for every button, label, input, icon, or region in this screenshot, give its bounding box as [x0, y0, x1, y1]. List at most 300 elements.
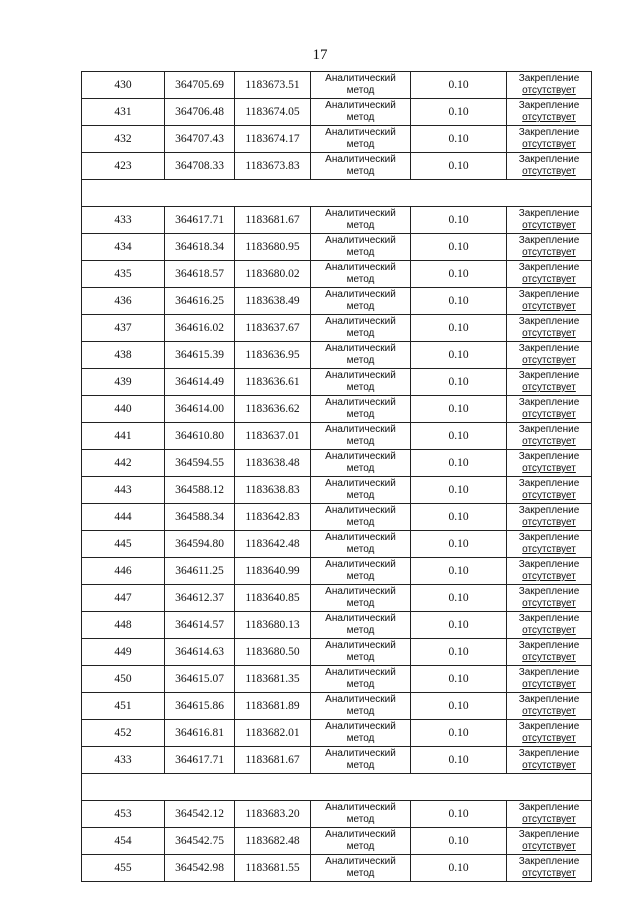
- x-coordinate-cell: 364614.49: [165, 369, 235, 396]
- method-cell: [311, 666, 411, 693]
- method-cell: [311, 477, 411, 504]
- table-row: [82, 504, 592, 531]
- fixation-cell: [507, 828, 592, 855]
- accuracy-cell: 0.10: [411, 477, 507, 504]
- accuracy-cell: 0.10: [411, 585, 507, 612]
- table-row: [82, 288, 592, 315]
- table-row: [82, 801, 592, 828]
- table-row: [82, 72, 592, 99]
- method-cell-line1: Аналитический: [325, 586, 396, 597]
- boundary-points-table: [81, 71, 592, 882]
- accuracy-cell: 0.10: [411, 531, 507, 558]
- fixation-cell: [507, 288, 592, 315]
- method-cell-line2: метод: [346, 436, 375, 447]
- fixation-cell: [507, 72, 592, 99]
- table-row: [82, 423, 592, 450]
- method-cell: [311, 126, 411, 153]
- fixation-cell-line2: отсутствует: [522, 760, 576, 771]
- y-coordinate-cell: 1183680.02: [235, 261, 311, 288]
- point-number-cell: 434: [82, 234, 165, 261]
- method-cell: [311, 531, 411, 558]
- fixation-cell-line1: Закрепление: [518, 586, 580, 597]
- table-row: [82, 261, 592, 288]
- table-row: [82, 99, 592, 126]
- accuracy-cell: 0.10: [411, 558, 507, 585]
- fixation-cell-line1: Закрепление: [518, 559, 580, 570]
- x-coordinate-cell: 364612.37: [165, 585, 235, 612]
- method-cell-line1: Аналитический: [325, 505, 396, 516]
- point-number-cell: 452: [82, 720, 165, 747]
- accuracy-cell: 0.10: [411, 666, 507, 693]
- accuracy-cell: 0.10: [411, 828, 507, 855]
- accuracy-cell: 0.10: [411, 450, 507, 477]
- y-coordinate-cell: 1183640.99: [235, 558, 311, 585]
- x-coordinate-cell: 364616.02: [165, 315, 235, 342]
- x-coordinate-cell: 364588.12: [165, 477, 235, 504]
- fixation-cell: [507, 504, 592, 531]
- fixation-cell-line2: отсутствует: [522, 814, 576, 825]
- method-cell-line2: метод: [346, 328, 375, 339]
- point-number-cell: 435: [82, 261, 165, 288]
- section-separator-cell: [82, 180, 592, 207]
- method-cell-line2: метод: [346, 679, 375, 690]
- method-cell: [311, 639, 411, 666]
- section-separator-cell: [82, 774, 592, 801]
- y-coordinate-cell: 1183680.50: [235, 639, 311, 666]
- method-cell: [311, 342, 411, 369]
- fixation-cell-line1: Закрепление: [518, 397, 580, 408]
- accuracy-cell: 0.10: [411, 72, 507, 99]
- y-coordinate-cell: 1183681.67: [235, 207, 311, 234]
- fixation-cell: [507, 396, 592, 423]
- fixation-cell: [507, 666, 592, 693]
- method-cell-line2: метод: [346, 625, 375, 636]
- fixation-cell-line2: отсутствует: [522, 706, 576, 717]
- method-cell: [311, 288, 411, 315]
- fixation-cell-line2: отсутствует: [522, 463, 576, 474]
- method-cell-line1: Аналитический: [325, 208, 396, 219]
- accuracy-cell: 0.10: [411, 99, 507, 126]
- method-cell-line2: метод: [346, 463, 375, 474]
- accuracy-cell: 0.10: [411, 639, 507, 666]
- fixation-cell: [507, 585, 592, 612]
- fixation-cell-line1: Закрепление: [518, 667, 580, 678]
- method-cell-line1: Аналитический: [325, 262, 396, 273]
- accuracy-cell: 0.10: [411, 720, 507, 747]
- x-coordinate-cell: 364542.98: [165, 855, 235, 882]
- table-row: [82, 450, 592, 477]
- fixation-cell-line2: отсутствует: [522, 652, 576, 663]
- method-cell-line2: метод: [346, 382, 375, 393]
- y-coordinate-cell: 1183638.49: [235, 288, 311, 315]
- method-cell-line2: метод: [346, 598, 375, 609]
- point-number-cell: 431: [82, 99, 165, 126]
- fixation-cell-line2: отсутствует: [522, 382, 576, 393]
- point-number-cell: 437: [82, 315, 165, 342]
- y-coordinate-cell: 1183642.83: [235, 504, 311, 531]
- fixation-cell-line1: Закрепление: [518, 613, 580, 624]
- fixation-cell: [507, 234, 592, 261]
- section-separator-row: [82, 774, 592, 801]
- fixation-cell-line2: отсутствует: [522, 139, 576, 150]
- fixation-cell-line2: отсутствует: [522, 436, 576, 447]
- point-number-cell: 441: [82, 423, 165, 450]
- point-number-cell: 439: [82, 369, 165, 396]
- method-cell: [311, 747, 411, 774]
- method-cell: [311, 423, 411, 450]
- method-cell: [311, 234, 411, 261]
- fixation-cell-line1: Закрепление: [518, 370, 580, 381]
- table-row: [82, 477, 592, 504]
- method-cell-line2: метод: [346, 841, 375, 852]
- fixation-cell-line1: Закрепление: [518, 100, 580, 111]
- y-coordinate-cell: 1183682.48: [235, 828, 311, 855]
- method-cell-line2: метод: [346, 760, 375, 771]
- fixation-cell-line1: Закрепление: [518, 262, 580, 273]
- point-number-cell: 449: [82, 639, 165, 666]
- table-row: [82, 234, 592, 261]
- fixation-cell: [507, 153, 592, 180]
- table-row: [82, 612, 592, 639]
- fixation-cell-line2: отсутствует: [522, 868, 576, 879]
- x-coordinate-cell: 364706.48: [165, 99, 235, 126]
- method-cell-line2: метод: [346, 706, 375, 717]
- y-coordinate-cell: 1183680.13: [235, 612, 311, 639]
- y-coordinate-cell: 1183681.67: [235, 747, 311, 774]
- method-cell-line1: Аналитический: [325, 829, 396, 840]
- x-coordinate-cell: 364614.00: [165, 396, 235, 423]
- y-coordinate-cell: 1183642.48: [235, 531, 311, 558]
- method-cell: [311, 828, 411, 855]
- y-coordinate-cell: 1183640.85: [235, 585, 311, 612]
- fixation-cell-line2: отсутствует: [522, 328, 576, 339]
- method-cell-line1: Аналитический: [325, 316, 396, 327]
- x-coordinate-cell: 364705.69: [165, 72, 235, 99]
- method-cell-line2: метод: [346, 166, 375, 177]
- fixation-cell: [507, 342, 592, 369]
- y-coordinate-cell: 1183681.55: [235, 855, 311, 882]
- fixation-cell: [507, 612, 592, 639]
- fixation-cell-line2: отсутствует: [522, 598, 576, 609]
- method-cell-line2: метод: [346, 274, 375, 285]
- method-cell-line1: Аналитический: [325, 451, 396, 462]
- method-cell-line2: метод: [346, 139, 375, 150]
- fixation-cell-line1: Закрепление: [518, 316, 580, 327]
- table-row: [82, 396, 592, 423]
- point-number-cell: 433: [82, 207, 165, 234]
- point-number-cell: 444: [82, 504, 165, 531]
- x-coordinate-cell: 364707.43: [165, 126, 235, 153]
- x-coordinate-cell: 364594.80: [165, 531, 235, 558]
- fixation-cell: [507, 801, 592, 828]
- x-coordinate-cell: 364615.39: [165, 342, 235, 369]
- fixation-cell-line1: Закрепление: [518, 235, 580, 246]
- fixation-cell-line1: Закрепление: [518, 532, 580, 543]
- accuracy-cell: 0.10: [411, 801, 507, 828]
- fixation-cell-line1: Закрепление: [518, 127, 580, 138]
- method-cell-line2: метод: [346, 814, 375, 825]
- y-coordinate-cell: 1183638.83: [235, 477, 311, 504]
- y-coordinate-cell: 1183636.95: [235, 342, 311, 369]
- fixation-cell: [507, 693, 592, 720]
- method-cell: [311, 396, 411, 423]
- x-coordinate-cell: 364594.55: [165, 450, 235, 477]
- x-coordinate-cell: 364618.57: [165, 261, 235, 288]
- x-coordinate-cell: 364542.12: [165, 801, 235, 828]
- method-cell: [311, 504, 411, 531]
- fixation-cell-line1: Закрепление: [518, 73, 580, 84]
- point-number-cell: 440: [82, 396, 165, 423]
- y-coordinate-cell: 1183636.62: [235, 396, 311, 423]
- method-cell-line2: метод: [346, 220, 375, 231]
- fixation-cell: [507, 558, 592, 585]
- fixation-cell: [507, 720, 592, 747]
- accuracy-cell: 0.10: [411, 153, 507, 180]
- fixation-cell-line1: Закрепление: [518, 721, 580, 732]
- fixation-cell-line1: Закрепление: [518, 802, 580, 813]
- method-cell: [311, 207, 411, 234]
- table-row: [82, 558, 592, 585]
- point-number-cell: 445: [82, 531, 165, 558]
- x-coordinate-cell: 364617.71: [165, 207, 235, 234]
- method-cell-line1: Аналитический: [325, 694, 396, 705]
- accuracy-cell: 0.10: [411, 234, 507, 261]
- section-separator-row: [82, 180, 592, 207]
- fixation-cell-line1: Закрепление: [518, 208, 580, 219]
- y-coordinate-cell: 1183673.83: [235, 153, 311, 180]
- method-cell-line2: метод: [346, 571, 375, 582]
- x-coordinate-cell: 364542.75: [165, 828, 235, 855]
- point-number-cell: 447: [82, 585, 165, 612]
- table-row: [82, 666, 592, 693]
- method-cell: [311, 72, 411, 99]
- point-number-cell: 454: [82, 828, 165, 855]
- accuracy-cell: 0.10: [411, 288, 507, 315]
- fixation-cell-line2: отсутствует: [522, 409, 576, 420]
- method-cell-line1: Аналитический: [325, 559, 396, 570]
- table-row: [82, 207, 592, 234]
- point-number-cell: 430: [82, 72, 165, 99]
- table-row: [82, 828, 592, 855]
- method-cell-line1: Аналитический: [325, 532, 396, 543]
- fixation-cell-line1: Закрепление: [518, 640, 580, 651]
- x-coordinate-cell: 364611.25: [165, 558, 235, 585]
- accuracy-cell: 0.10: [411, 207, 507, 234]
- table-row: [82, 855, 592, 882]
- x-coordinate-cell: 364610.80: [165, 423, 235, 450]
- method-cell-line1: Аналитический: [325, 289, 396, 300]
- table-body: [82, 72, 592, 882]
- x-coordinate-cell: 364615.07: [165, 666, 235, 693]
- fixation-cell-line1: Закрепление: [518, 748, 580, 759]
- table-row: [82, 747, 592, 774]
- method-cell: [311, 450, 411, 477]
- method-cell-line1: Аналитический: [325, 856, 396, 867]
- method-cell: [311, 612, 411, 639]
- y-coordinate-cell: 1183636.61: [235, 369, 311, 396]
- table-row: [82, 153, 592, 180]
- x-coordinate-cell: 364617.71: [165, 747, 235, 774]
- method-cell-line1: Аналитический: [325, 370, 396, 381]
- method-cell-line2: метод: [346, 355, 375, 366]
- table-row: [82, 585, 592, 612]
- fixation-cell: [507, 126, 592, 153]
- method-cell: [311, 693, 411, 720]
- accuracy-cell: 0.10: [411, 342, 507, 369]
- method-cell-line1: Аналитический: [325, 127, 396, 138]
- method-cell-line1: Аналитический: [325, 478, 396, 489]
- method-cell: [311, 585, 411, 612]
- point-number-cell: 443: [82, 477, 165, 504]
- table-row: [82, 531, 592, 558]
- fixation-cell: [507, 315, 592, 342]
- table-row: [82, 639, 592, 666]
- y-coordinate-cell: 1183683.20: [235, 801, 311, 828]
- fixation-cell-line2: отсутствует: [522, 355, 576, 366]
- fixation-cell: [507, 369, 592, 396]
- fixation-cell-line2: отсутствует: [522, 544, 576, 555]
- accuracy-cell: 0.10: [411, 855, 507, 882]
- point-number-cell: 433: [82, 747, 165, 774]
- accuracy-cell: 0.10: [411, 396, 507, 423]
- table-row: [82, 126, 592, 153]
- fixation-cell: [507, 855, 592, 882]
- fixation-cell-line1: Закрепление: [518, 289, 580, 300]
- method-cell-line2: метод: [346, 490, 375, 501]
- point-number-cell: 432: [82, 126, 165, 153]
- fixation-cell-line2: отсутствует: [522, 247, 576, 258]
- method-cell-line2: метод: [346, 301, 375, 312]
- fixation-cell: [507, 207, 592, 234]
- method-cell-line1: Аналитический: [325, 397, 396, 408]
- fixation-cell-line2: отсутствует: [522, 220, 576, 231]
- method-cell: [311, 369, 411, 396]
- fixation-cell-line1: Закрепление: [518, 856, 580, 867]
- fixation-cell-line2: отсутствует: [522, 733, 576, 744]
- y-coordinate-cell: 1183674.17: [235, 126, 311, 153]
- fixation-cell-line1: Закрепление: [518, 694, 580, 705]
- fixation-cell-line1: Закрепление: [518, 478, 580, 489]
- fixation-cell-line2: отсутствует: [522, 85, 576, 96]
- fixation-cell-line2: отсутствует: [522, 517, 576, 528]
- point-number-cell: 423: [82, 153, 165, 180]
- x-coordinate-cell: 364616.81: [165, 720, 235, 747]
- fixation-cell: [507, 747, 592, 774]
- x-coordinate-cell: 364614.63: [165, 639, 235, 666]
- method-cell-line1: Аналитический: [325, 640, 396, 651]
- method-cell-line1: Аналитический: [325, 235, 396, 246]
- accuracy-cell: 0.10: [411, 261, 507, 288]
- method-cell: [311, 855, 411, 882]
- fixation-cell-line1: Закрепление: [518, 154, 580, 165]
- fixation-cell-line2: отсутствует: [522, 571, 576, 582]
- y-coordinate-cell: 1183674.05: [235, 99, 311, 126]
- method-cell-line1: Аналитический: [325, 721, 396, 732]
- point-number-cell: 442: [82, 450, 165, 477]
- point-number-cell: 446: [82, 558, 165, 585]
- method-cell-line1: Аналитический: [325, 343, 396, 354]
- x-coordinate-cell: 364618.34: [165, 234, 235, 261]
- fixation-cell: [507, 477, 592, 504]
- fixation-cell-line2: отсутствует: [522, 490, 576, 501]
- point-number-cell: 450: [82, 666, 165, 693]
- table-row: [82, 693, 592, 720]
- method-cell-line1: Аналитический: [325, 154, 396, 165]
- accuracy-cell: 0.10: [411, 747, 507, 774]
- method-cell-line1: Аналитический: [325, 748, 396, 759]
- x-coordinate-cell: 364708.33: [165, 153, 235, 180]
- accuracy-cell: 0.10: [411, 126, 507, 153]
- method-cell-line1: Аналитический: [325, 613, 396, 624]
- fixation-cell-line2: отсутствует: [522, 166, 576, 177]
- fixation-cell-line2: отсутствует: [522, 841, 576, 852]
- method-cell: [311, 99, 411, 126]
- fixation-cell-line1: Закрепление: [518, 451, 580, 462]
- accuracy-cell: 0.10: [411, 315, 507, 342]
- y-coordinate-cell: 1183681.89: [235, 693, 311, 720]
- point-number-cell: 438: [82, 342, 165, 369]
- table-row: [82, 315, 592, 342]
- x-coordinate-cell: 364588.34: [165, 504, 235, 531]
- method-cell-line1: Аналитический: [325, 667, 396, 678]
- method-cell-line1: Аналитический: [325, 424, 396, 435]
- fixation-cell-line1: Закрепление: [518, 505, 580, 516]
- y-coordinate-cell: 1183637.67: [235, 315, 311, 342]
- fixation-cell: [507, 99, 592, 126]
- method-cell-line2: метод: [346, 85, 375, 96]
- accuracy-cell: 0.10: [411, 693, 507, 720]
- method-cell-line2: метод: [346, 517, 375, 528]
- method-cell: [311, 801, 411, 828]
- method-cell-line2: метод: [346, 112, 375, 123]
- method-cell-line2: метод: [346, 544, 375, 555]
- fixation-cell-line1: Закрепление: [518, 343, 580, 354]
- point-number-cell: 436: [82, 288, 165, 315]
- method-cell-line1: Аналитический: [325, 802, 396, 813]
- fixation-cell-line1: Закрепление: [518, 424, 580, 435]
- y-coordinate-cell: 1183680.95: [235, 234, 311, 261]
- point-number-cell: 448: [82, 612, 165, 639]
- y-coordinate-cell: 1183638.48: [235, 450, 311, 477]
- y-coordinate-cell: 1183673.51: [235, 72, 311, 99]
- fixation-cell-line2: отсутствует: [522, 274, 576, 285]
- fixation-cell-line2: отсутствует: [522, 112, 576, 123]
- x-coordinate-cell: 364615.86: [165, 693, 235, 720]
- table-row: [82, 720, 592, 747]
- method-cell: [311, 720, 411, 747]
- y-coordinate-cell: 1183637.01: [235, 423, 311, 450]
- method-cell: [311, 261, 411, 288]
- method-cell: [311, 315, 411, 342]
- method-cell-line1: Аналитический: [325, 73, 396, 84]
- method-cell-line2: метод: [346, 409, 375, 420]
- point-number-cell: 451: [82, 693, 165, 720]
- fixation-cell-line1: Закрепление: [518, 829, 580, 840]
- accuracy-cell: 0.10: [411, 504, 507, 531]
- fixation-cell: [507, 531, 592, 558]
- page-number: 17: [312, 47, 328, 63]
- x-coordinate-cell: 364614.57: [165, 612, 235, 639]
- method-cell-line2: метод: [346, 652, 375, 663]
- table-row: [82, 342, 592, 369]
- fixation-cell-line2: отсутствует: [522, 625, 576, 636]
- method-cell-line2: метод: [346, 733, 375, 744]
- point-number-cell: 455: [82, 855, 165, 882]
- fixation-cell: [507, 450, 592, 477]
- method-cell: [311, 558, 411, 585]
- method-cell-line1: Аналитический: [325, 100, 396, 111]
- fixation-cell: [507, 261, 592, 288]
